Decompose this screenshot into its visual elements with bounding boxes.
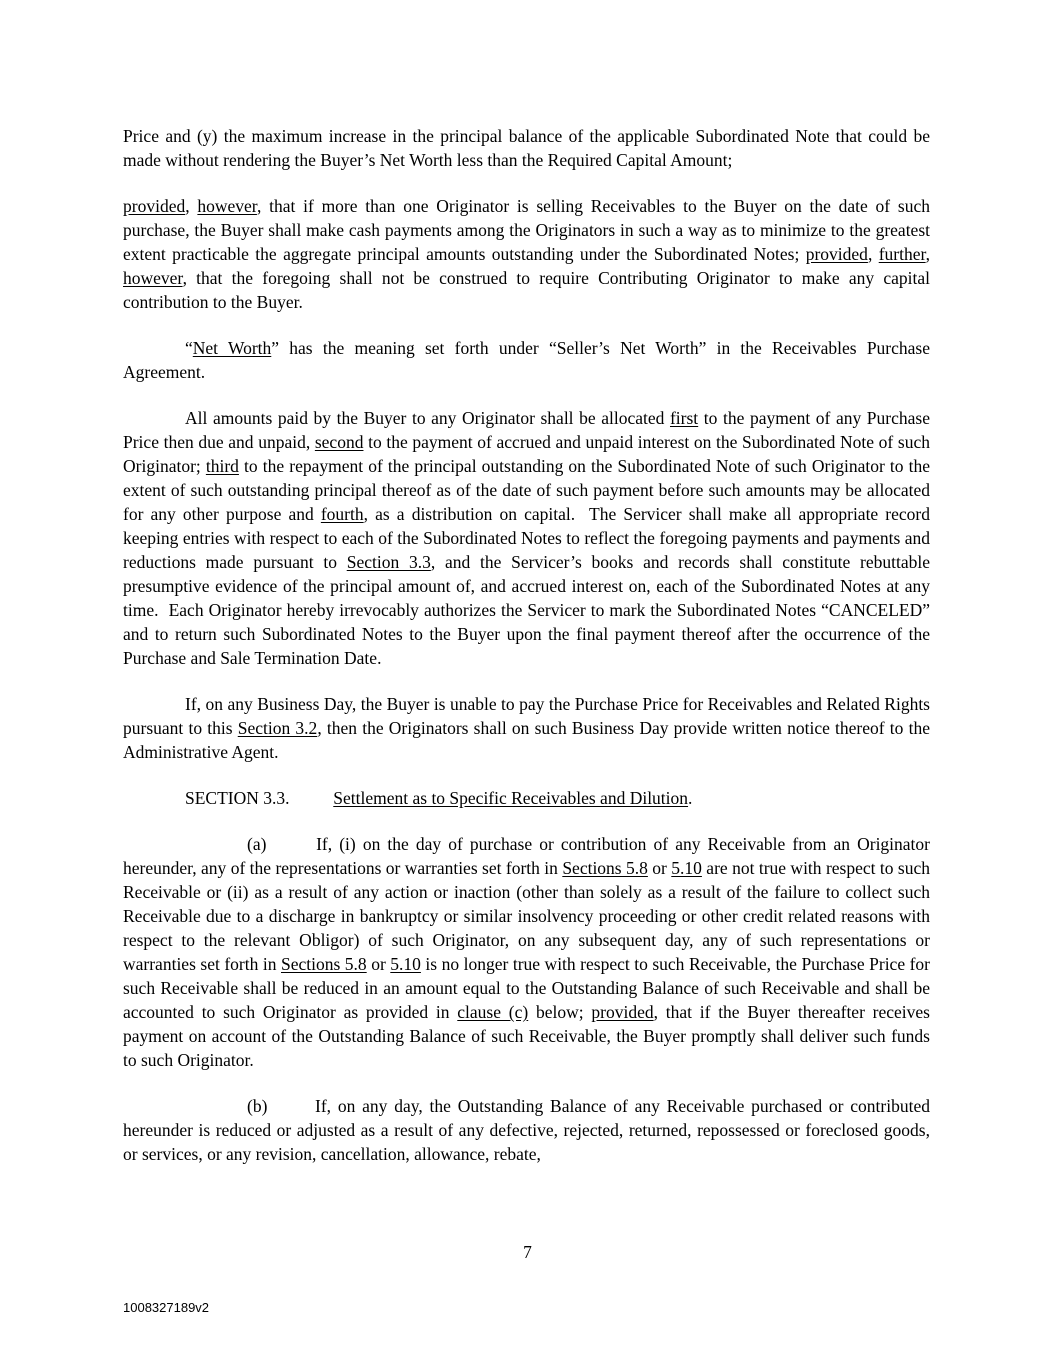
text-run: , (867, 244, 879, 264)
text-run: “ (185, 338, 193, 358)
text-run: If, on any Business Day, the Buyer is unable to pay the Purchase Price for Receivables and Related Rights pursuant to this (123, 694, 930, 738)
underlined-term: third (205, 456, 239, 476)
text-run: (b) If, on any day, the Outstanding Balance of any Receivable purchased or contributed hereunder is reduced or adjusted as a result of any defective, rejected, returned, repossessed or foreclosed goods, or services, or any revision, cancellation, allowance, rebate, (123, 1096, 930, 1164)
text-run: , that if the Buyer thereafter receives payment on account of the Outstanding Balance of such Receivable, the Buyer promptly shall deliver such funds to such Originator. (123, 1002, 930, 1070)
text-run: Price and (y) the maximum increase in the principal balance of the applicable Subordinated Note that could be made without rendering the Buyer’s Net Worth less than the Required Capital Amount; (123, 126, 930, 170)
text-run: , that the foregoing shall not be construed to require Contributing Originator to make any capital contribution to the Buyer. (123, 268, 930, 312)
clause-b (123, 1094, 930, 1166)
underlined-term: however (123, 268, 183, 288)
text-run: below; (528, 1002, 592, 1022)
text-run: (a) If, (i) on the day of purchase or contribution of any Receivable from an Originator hereunder, any of the representations or warranties set forth in (123, 834, 930, 878)
text-run: is no longer true with respect to such Receivable, the Purchase Price for such Receivable shall be reduced in an amount equal to the Outstanding Balance of such Receivable and shall be accounted to such Originator as provided in (123, 954, 931, 1022)
text-run: , that if more than one Originator is selling Receivables to the Buyer on the date of such purchase, the Buyer shall make cash payments among the Originators in such a way as to minimize to the greatest extent practicable the aggregate principal amounts outstanding under the Subordinated Notes; (123, 196, 930, 264)
para-price-continuation (123, 124, 930, 172)
underlined-term: fourth (320, 504, 364, 524)
text-run: . (688, 788, 693, 808)
underlined-term: Sections 5.8 (562, 858, 648, 878)
document-body (123, 124, 930, 1188)
text-run: or (647, 858, 672, 878)
underlined-term: 5.10 (671, 858, 702, 878)
page-number: 7 (523, 1242, 532, 1262)
underlined-term: provided (591, 1002, 654, 1022)
para-allocation (123, 406, 930, 670)
underlined-term: 5.10 (390, 954, 421, 974)
text-run: , then the Originators shall on such Business Day provide written notice thereof to the Administrative Agent. (123, 718, 930, 762)
text-run: All amounts paid by the Buyer to any Originator shall be allocated (185, 408, 670, 428)
document-id-footer: 1008327189v2 (123, 1300, 210, 1315)
text-run: to the payment of any Purchase Price then due and unpaid, (123, 408, 930, 452)
underlined-term: provided (805, 244, 868, 264)
text-run: ” has the meaning set forth under “Seller’s Net Worth” in the Receivables Purchase Agreement. (123, 338, 930, 382)
text-run: or (366, 954, 391, 974)
text-run: , and the Servicer’s books and records shall constitute rebuttable presumptive evidence of the principal amount of, and accrued interest on, each of the Subordinated Notes at any time. Each Originator hereby irrevocably authorizes the Servicer to mark the Subordinated Notes “CANCELED” and to return such Subordinated Notes to the Buyer upon the final payment thereof after the occurrence of the Purchase and Sale Termination Date. (123, 552, 930, 668)
text-run: , (185, 196, 198, 216)
para-unable-to-pay (123, 692, 930, 764)
text-run: , as a distribution on capital. The Servicer shall make all appropriate record keeping entries with respect to each of the Subordinated Notes to reflect the foregoing payments and payments and reductions made pursuant to (123, 504, 930, 572)
text-run: to the payment of accrued and unpaid interest on the Subordinated Note of such Originator; (123, 432, 930, 476)
para-proviso (123, 194, 930, 314)
text-run: , (925, 244, 931, 264)
underlined-term: Section 3.2 (237, 718, 318, 738)
underlined-term: Sections 5.8 (281, 954, 367, 974)
underlined-term: first (669, 408, 699, 428)
underlined-term: Net Worth (192, 338, 272, 358)
text-run: to the repayment of the principal outstanding on the Subordinated Note of such Originator to the extent of such outstanding principal thereof as of the date of such payment before such amounts may be allocated for any other purpose and (123, 456, 930, 524)
underlined-term: further (878, 244, 926, 264)
underlined-term: second (314, 432, 364, 452)
text-run: SECTION 3.3. (185, 788, 334, 808)
underlined-term: provided (123, 196, 186, 216)
section-3-3-heading (123, 786, 930, 810)
text-run: are not true with respect to such Receivable or (ii) as a result of any action or inaction (other than solely as a result of the failure to collect such Receivable due to a discharge in bankruptcy or similar insolvency proceeding or other credit related reasons with respect to the relevant Obligor) of such Originator, on any subsequent day, any of such representations or warranties set forth in (123, 858, 930, 974)
clause-a (123, 832, 930, 1072)
underlined-term: however (197, 196, 257, 216)
underlined-term: Section 3.3 (346, 552, 431, 572)
underlined-term: clause (c) (457, 1002, 529, 1022)
underlined-term: Settlement as to Specific Receivables and Dilution (333, 788, 689, 808)
para-net-worth-definition (123, 336, 930, 384)
